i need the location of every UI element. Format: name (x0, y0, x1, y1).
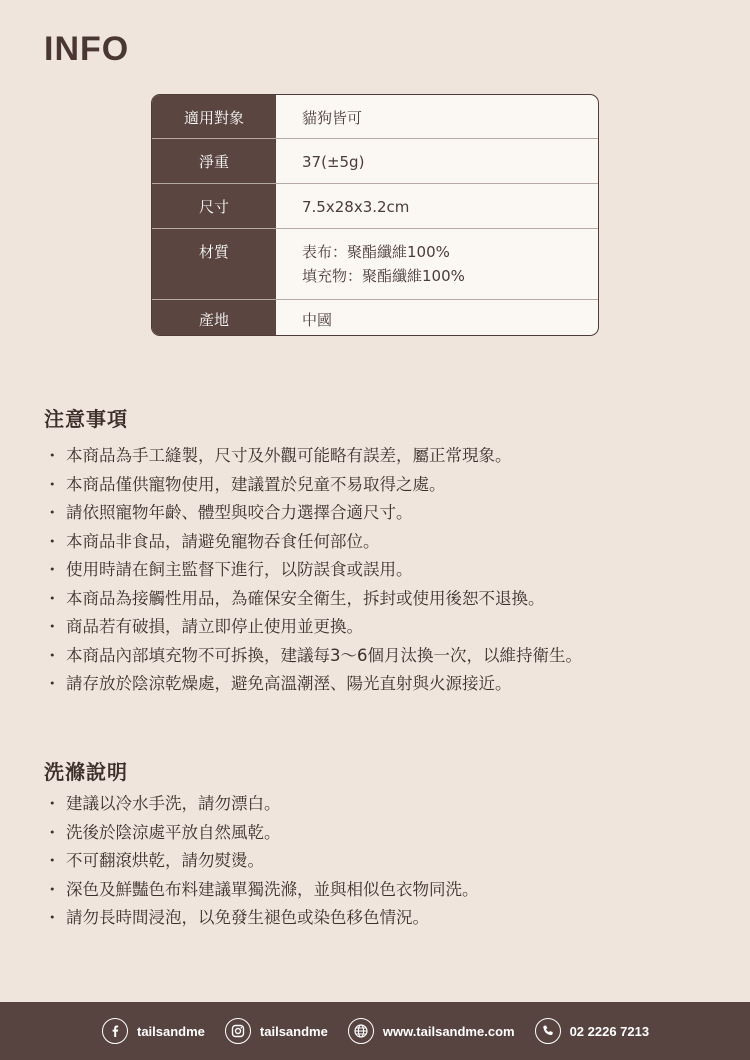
spec-value-line: 貓狗皆可 (302, 109, 363, 127)
list-item-text: 本商品僅供寵物使用，建議置於兒童不易取得之處。 (66, 474, 446, 494)
bullet: ・ (44, 908, 61, 927)
list-item-text: 請勿長時間浸泡，以免發生褪色或染色移色情況。 (66, 908, 429, 927)
list-item (44, 556, 582, 585)
list-item-text: 商品若有破損，請立即停止使用並更換。 (66, 617, 363, 636)
list-item-text: 本商品為手工縫製，尺寸及外觀可能略有誤差，屬正常現象。 (66, 446, 512, 465)
spec-table (151, 94, 599, 336)
bullet: ・ (44, 588, 61, 608)
facebook-link[interactable] (102, 1018, 205, 1044)
spec-label: 淨重 (152, 139, 276, 183)
list-item-text: 本商品為接觸性用品，為確保安全衛生，拆封或使用後恕不退換。 (66, 588, 545, 608)
list-item-text: 不可翻滾烘乾，請勿熨燙。 (66, 851, 264, 870)
spec-value (276, 95, 598, 138)
spec-row-target (152, 95, 598, 139)
spec-value-line: 填充物：聚酯纖維100% (302, 267, 465, 285)
list-item-text: 請依照寵物年齡、體型與咬合力選擇合適尺寸。 (66, 503, 413, 522)
list-item (44, 642, 582, 671)
list-item-text: 本商品非食品，請避免寵物吞食任何部位。 (66, 531, 380, 551)
phone-link[interactable] (535, 1018, 650, 1044)
list-item (44, 585, 582, 614)
bullet: ・ (44, 879, 61, 899)
list-item-text: 本商品內部填充物不可拆換，建議每3～6個月汰換一次，以維持衛生。 (66, 645, 582, 665)
footer (0, 1002, 750, 1060)
list-item (44, 471, 582, 500)
list-item (44, 613, 582, 642)
notes-title: 注意事項 (44, 407, 128, 431)
list-item (44, 670, 582, 699)
spec-value (276, 300, 598, 336)
facebook-handle: tailsandme (137, 1023, 205, 1039)
phone-icon (535, 1018, 561, 1044)
list-item-text: 建議以冷水手洗，請勿漂白。 (66, 794, 281, 813)
list-item (44, 528, 582, 557)
list-item (44, 442, 582, 471)
bullet: ・ (44, 474, 61, 494)
spec-row-size (152, 184, 598, 229)
spec-value (276, 229, 598, 299)
website-url: www.tailsandme.com (382, 1023, 515, 1039)
website-link[interactable] (348, 1018, 515, 1044)
globe-icon (348, 1018, 374, 1044)
spec-value-line: 7.5x28x3.2cm (302, 198, 410, 216)
instagram-handle: tailsandme (259, 1023, 328, 1039)
spec-row-origin (152, 300, 598, 336)
spec-value (276, 139, 598, 183)
spec-label: 材質 (152, 229, 276, 299)
instagram-link[interactable] (225, 1018, 328, 1044)
bullet: ・ (44, 674, 61, 693)
spec-value-line: 表布：聚酯纖維100% (302, 243, 450, 261)
phone-number: 02 2226 7213 (569, 1023, 650, 1039)
spec-label: 產地 (152, 300, 276, 336)
notes-list (44, 442, 582, 699)
list-item-text: 深色及鮮豔色布料建議單獨洗滌，並與相似色衣物同洗。 (66, 879, 479, 899)
washing-title: 洗滌說明 (44, 760, 128, 784)
list-item (44, 499, 582, 528)
bullet: ・ (44, 851, 61, 870)
bullet: ・ (44, 645, 61, 665)
list-item (44, 847, 479, 876)
spec-value-line: 中國 (302, 311, 333, 329)
list-item-text: 洗後於陰涼處平放自然風乾。 (66, 822, 281, 842)
spec-label: 適用對象 (152, 95, 276, 138)
facebook-icon (102, 1018, 128, 1044)
spec-value (276, 184, 598, 228)
list-item (44, 904, 479, 933)
spec-row-material (152, 229, 598, 300)
washing-list (44, 790, 479, 933)
list-item (44, 876, 479, 905)
list-item-text: 請存放於陰涼乾燥處，避免高溫潮溼、陽光直射與火源接近。 (66, 674, 512, 693)
bullet: ・ (44, 822, 61, 842)
bullet: ・ (44, 531, 61, 551)
bullet: ・ (44, 503, 61, 522)
bullet: ・ (44, 446, 61, 465)
spec-label: 尺寸 (152, 184, 276, 228)
bullet: ・ (44, 794, 61, 813)
spec-row-weight (152, 139, 598, 184)
instagram-icon (225, 1018, 251, 1044)
list-item (44, 819, 479, 848)
spec-value-line: 37(±5g) (302, 153, 365, 171)
list-item (44, 790, 479, 819)
bullet: ・ (44, 617, 61, 636)
bullet: ・ (44, 560, 61, 579)
page-title: INFO (44, 30, 130, 68)
list-item-text: 使用時請在飼主監督下進行，以防誤食或誤用。 (66, 560, 413, 579)
